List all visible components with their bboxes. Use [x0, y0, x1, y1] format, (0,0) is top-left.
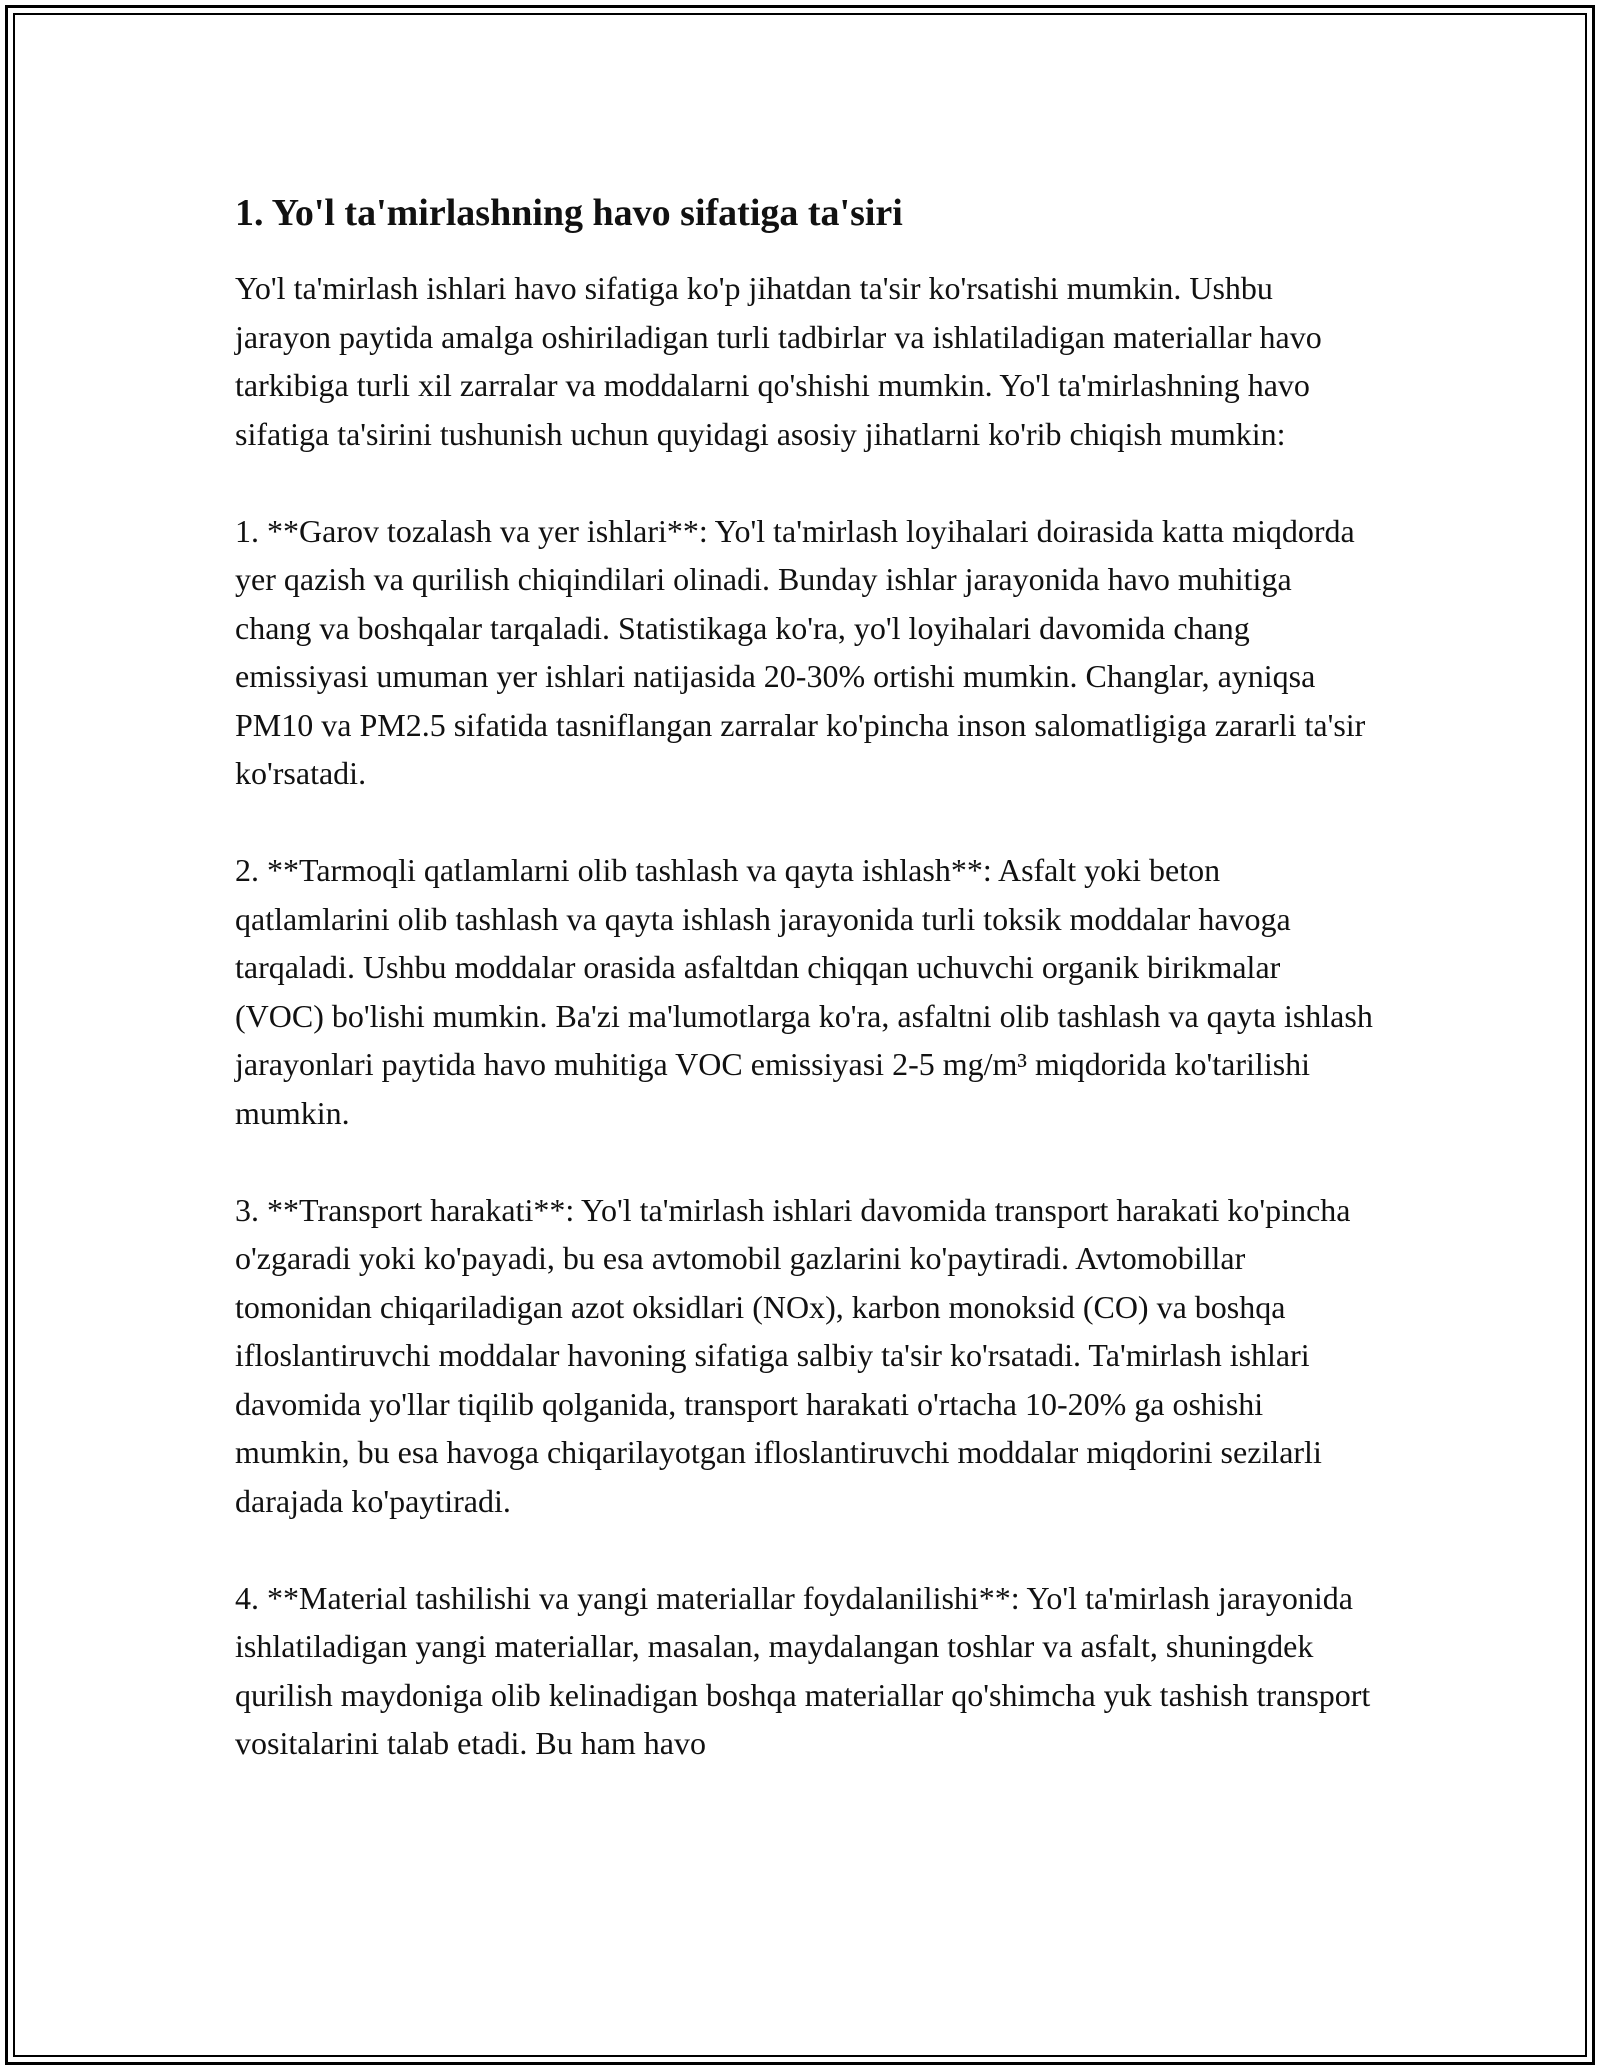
document-body	[235, 188, 1375, 1816]
intro-paragraph: Yo'l ta'mirlash ishlari havo sifatiga ko'p jihatdan ta'sir ko'rsatishi mumkin. Ushbu jarayon paytida amalga oshiriladigan turli tadbirlar va ishlatiladigan materiallar havo tarkibiga turli xil zarralar va moddalarni qo'shishi mumkin. Yo'l ta'mirlashning havo sifatiga ta'sirini tushunish uchun quyidagi asosiy jihatlarni ko'rib chiqish mumkin:	[235, 270, 1322, 452]
list-item-4-paragraph: 4. **Material tashilishi va yangi materiallar foydalanilishi**: Yo'l ta'mirlash jarayonida ishlatiladigan yangi materiallar, masalan, maydalangan toshlar va asfalt, shuningdek qurilish maydoniga olib kelinadigan boshqa materiallar qo'shimcha yuk tashish transport vositalarini talab etadi. Bu ham havo	[235, 1579, 1371, 1761]
list-item-3-paragraph: 3. **Transport harakati**: Yo'l ta'mirlash ishlari davomida transport harakati ko'pincha o'zgaradi yoki ko'payadi, bu esa avtomobil gazlarini ko'paytiradi. Avtomobillar tomonidan chiqariladigan azot oksidlari (NOx), karbon monoksid (CO) va boshqa ifloslantiruvchi moddalar havoning sifatiga salbiy ta'sir ko'rsatadi. Ta'mirlash ishlari davomida yo'llar tiqilib qolganida, transport harakati o'rtacha 10-20% ga oshishi mumkin, bu esa havoga chiqarilayotgan ifloslantiruvchi moddalar miqdorini sezilarli darajada ko'paytiradi.	[235, 1191, 1351, 1519]
section-heading: 1. Yo'l ta'mirlashning havo sifatiga ta'siri	[235, 192, 903, 234]
list-item-1-paragraph: 1. **Garov tozalash va yer ishlari**: Yo'l ta'mirlash loyihalari doirasida katta miqdorda yer qazish va qurilish chiqindilari olinadi. Bunday ishlar jarayonida havo muhitiga chang va boshqalar tarqaladi. Statistikaga ko'ra, yo'l loyihalari davomida chang emissiyasi umuman yer ishlari natijasida 20-30% ortishi mumkin. Changlar, ayniqsa PM10 va PM2.5 sifatida tasniflangan zarralar ko'pincha inson salomatligiga zararli ta'sir ko'rsatadi.	[235, 512, 1366, 791]
list-item-2-paragraph: 2. **Tarmoqli qatlamlarni olib tashlash va qayta ishlash**: Asfalt yoki beton qatlamlarini olib tashlash va qayta ishlash jarayonida turli toksik moddalar havoga tarqaladi. Ushbu moddalar orasida asfaltdan chiqqan uchuvchi organik birikmalar (VOC) bo'lishi mumkin. Ba'zi ma'lumotlarga ko'ra, asfaltni olib tashlash va qayta ishlash jarayonlari paytida havo muhitiga VOC emissiyasi 2-5 mg/m³ miqdorida ko'tarilishi mumkin.	[235, 852, 1373, 1131]
